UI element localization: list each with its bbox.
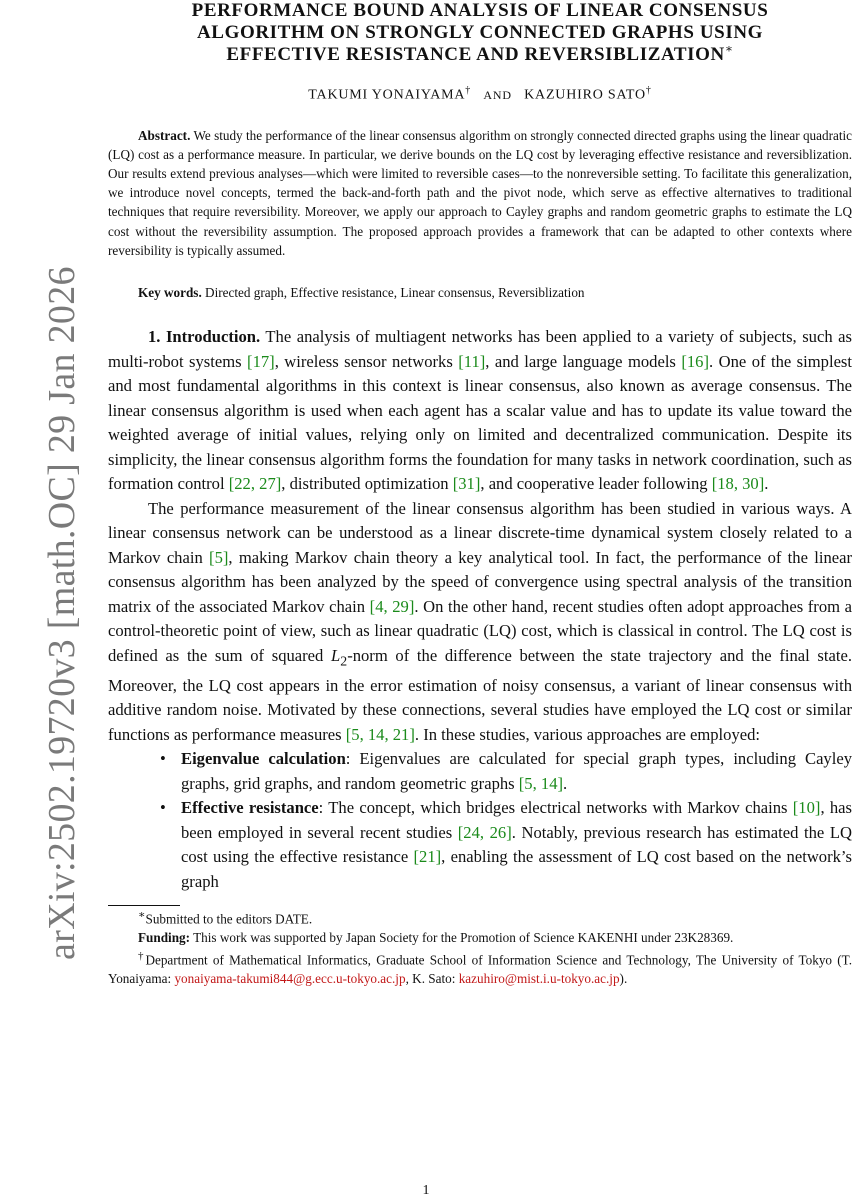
citation-link[interactable]: [17] [247, 351, 275, 371]
list-item [108, 747, 852, 796]
math-subscript: 2 [340, 653, 348, 669]
math-symbol: L [331, 645, 341, 665]
list-item-label: Eigenvalue calculation [181, 749, 346, 769]
paper-page [108, 0, 852, 988]
title-line: ALGORITHM ON STRONGLY CONNECTED GRAPHS USING [196, 22, 764, 43]
footnote-funding [108, 929, 852, 947]
email-link[interactable]: kazuhiro@mist.i.u-tokyo.ac.jp [458, 970, 620, 986]
citation-link[interactable]: [16] [681, 351, 709, 371]
footnote-submitted [108, 906, 852, 929]
author-conjunction: AND [483, 87, 512, 102]
email-link[interactable]: yonaiyama-takumi844@g.ecc.u-tokyo.ac.jp [174, 970, 406, 986]
footnote-mark: ∗ [138, 909, 146, 922]
funding-label: Funding: [138, 929, 191, 945]
author-affiliation-mark[interactable]: † [465, 85, 472, 96]
citation-link[interactable]: [24, 26] [457, 822, 512, 842]
title-footnote-mark[interactable]: ∗ [724, 41, 734, 56]
body-text: . On the other hand, recent studies often adopt approaches from a control-theoretic point of view, such as linear quadratic (LQ) cost, which is classical in control. The LQ cost is defined as the sum of squared [108, 596, 852, 665]
section-introduction-para-1 [108, 325, 852, 497]
footnote-mark: † [138, 950, 146, 963]
citation-link[interactable]: [10] [792, 798, 821, 818]
page-number: 1 [422, 1183, 430, 1198]
body-text: : Eigenvalues are calculated for special graph types, including Cayley graphs, grid graphs, and random geometric graphs [181, 749, 852, 793]
citation-link[interactable]: [22, 27] [228, 474, 282, 494]
body-text: . [563, 773, 568, 793]
body-text: -norm of the difference between the state trajectory and the final state. Moreover, the LQ cost appears in the error estimation of noisy consensus, a variant of linear consensus with additive random noise. Motivated by these connections, several studies have employed the LQ cost or similar functions as performance measures [108, 645, 852, 744]
keywords-label: Key words. [138, 285, 202, 301]
body-text: , and cooperative leader following [480, 474, 712, 494]
title-line [108, 41, 852, 66]
body-text: , and large language models [485, 351, 682, 371]
footnote-text: Department of Mathematical Informatics, Graduate School of Information Science and Technology, The University of Tokyo (T. Yonaiyama: [108, 952, 852, 986]
body-text: : The concept, which bridges electrical networks with Markov chains [318, 798, 793, 818]
section-introduction-para-2 [108, 497, 852, 747]
footnote-text: This work was supported by Japan Society for the Promotion of Science KAKENHI under 23K28369. [193, 929, 734, 945]
body-text: , wireless sensor networks [274, 351, 459, 371]
bullet-icon: • [160, 749, 166, 769]
body-text: , distributed optimization [281, 474, 453, 494]
body-text: . [764, 474, 769, 494]
footnote-text: ). [619, 970, 628, 986]
footnotes [108, 906, 852, 988]
citation-link[interactable]: [5] [209, 547, 229, 567]
body-text: The performance measurement of the linear consensus algorithm has been studied in various ways. A linear consensus network can be understood as a linear discrete-time dynamical system closely related to a Markov chain [108, 498, 852, 567]
citation-link[interactable]: [5, 14, 21] [345, 724, 415, 744]
body-text: , enabling the assessment of LQ cost based on the network’s graph [181, 847, 852, 891]
body-text: , making Markov chain theory a key analytical tool. In fact, the performance of the linear consensus algorithm has been analyzed by the speed of convergence using spectral analysis of the transition matrix of the associated Markov chain [108, 547, 852, 616]
arxiv-stamp [0, 200, 83, 960]
footnote-affiliation [108, 947, 852, 988]
abstract [108, 126, 852, 260]
body-text: . In these studies, various approaches are employed: [414, 724, 761, 744]
author-name: KAZUHIRO SATO [524, 87, 646, 103]
author-list [108, 85, 852, 104]
citation-link[interactable]: [31] [452, 474, 481, 494]
abstract-text: We study the performance of the linear consensus algorithm on strongly connected directed graphs using the linear quadratic (LQ) cost as a performance measure. In particular, we derive bounds on the LQ cost by leveraging effective resistance and reversiblization. Our results extend previous analyses—which were limited to reversible cases—to the nonreversible setting. To facilitate this generalization, we introduce novel concepts, termed the back-and-forth path and the pivot node, which serve as effective alternatives to traditional techniques that require reversibility. Moreover, we apply our approach to Cayley graphs and random geometric graphs to estimate the LQ cost without the reversibility assumption. The proposed approach provides a framework that can be adapted to other contexts where reversibility is typically assumed. [108, 127, 852, 258]
abstract-label: Abstract. [138, 127, 191, 143]
section-heading: 1. Introduction. [148, 327, 261, 347]
keywords [108, 283, 852, 302]
title-line-text: EFFECTIVE RESISTANCE AND REVERSIBLIZATION [226, 44, 725, 65]
list-item-label: Effective resistance [181, 798, 319, 818]
approach-list [108, 747, 852, 894]
paper-title [108, 0, 852, 66]
list-item [108, 796, 852, 894]
body-text: . Notably, previous research has estimated the LQ cost using the effective resistance [181, 822, 852, 867]
footnote-text: Submitted to the editors DATE. [145, 911, 313, 927]
arxiv-stamp-text: arXiv:2502.19720v3 [math.OC] 29 Jan 2026 [41, 266, 83, 960]
body-text: , has been employed in several recent studies [181, 798, 852, 842]
body-text: . One of the simplest and most fundamental algorithms in this context is linear consensus, also known as average consensus. The linear consensus algorithm is used when each agent has a scalar value and has to update its value toward the weighted average of initial values, relying only on limited and decentralized communication. Despite its simplicity, the linear consensus algorithm forms the foundation for many tasks in network coordination, such as formation control [108, 351, 852, 494]
keywords-text: Directed graph, Effective resistance, Linear consensus, Reversiblization [205, 285, 585, 301]
title-line: PERFORMANCE BOUND ANALYSIS OF LINEAR CONSENSUS [191, 0, 769, 21]
citation-link[interactable]: [5, 14] [518, 773, 564, 793]
author-name: TAKUMI YONAIYAMA [308, 87, 466, 103]
citation-link[interactable]: [21] [413, 847, 442, 867]
citation-link[interactable]: [11] [458, 351, 486, 371]
author-affiliation-mark[interactable]: † [645, 85, 652, 96]
bullet-icon: • [160, 798, 166, 818]
body-text: The analysis of multiagent networks has been applied to a variety of subjects, such as multi-robot systems [108, 327, 852, 371]
citation-link[interactable]: [18, 30] [711, 474, 765, 494]
footnote-text: , K. Sato: [405, 970, 459, 986]
citation-link[interactable]: [4, 29] [369, 596, 415, 616]
